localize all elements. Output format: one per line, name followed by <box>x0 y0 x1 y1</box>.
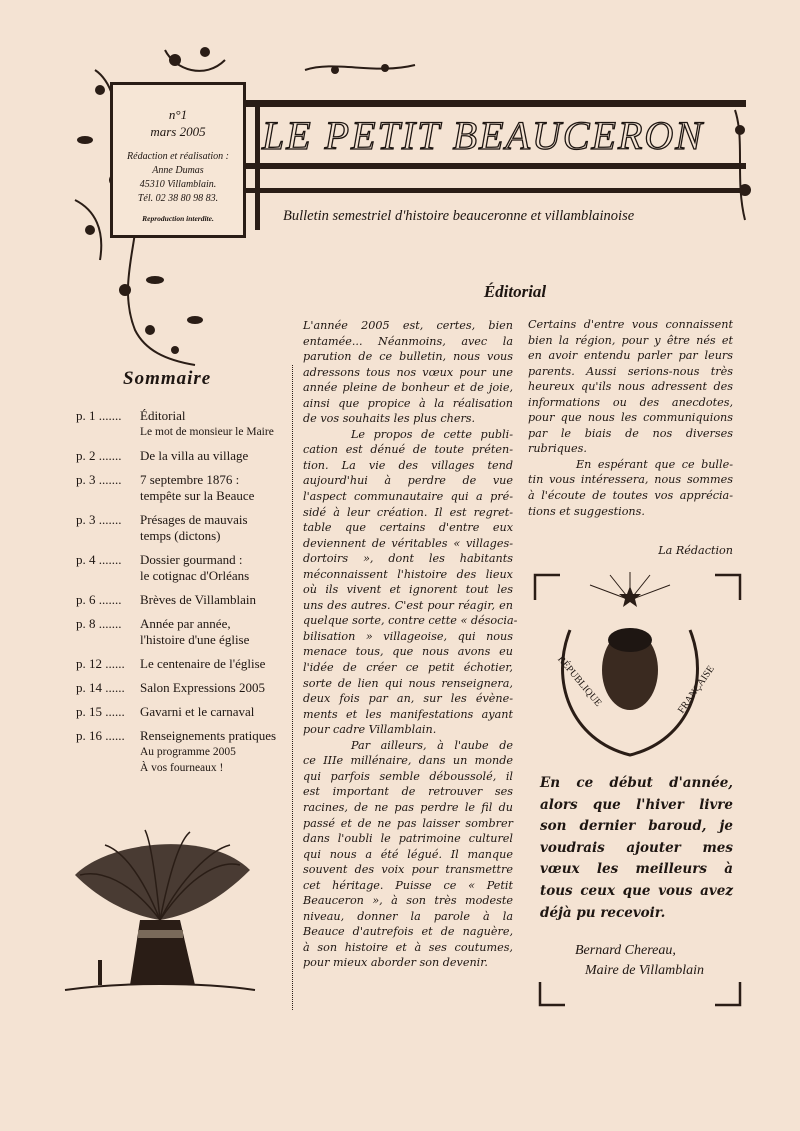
toc-entry-line <box>76 448 291 464</box>
text-line: heureux qu'ils nous adressent des <box>528 380 733 394</box>
toc-subtitle: À vos fourneaux ! <box>140 762 224 774</box>
toc-title: Salon Expressions 2005 <box>140 680 265 695</box>
editorial-signature: La Rédaction <box>658 544 733 557</box>
text-line: qui parfois semble déboussolé, il <box>303 769 513 783</box>
editorial-column-2 <box>528 317 733 519</box>
text-line: son dernier baroud, je <box>540 818 733 835</box>
text-line: Beauce d'autrefois et de naguère, <box>303 925 513 939</box>
text-line: niveau, donner la parole à la <box>303 909 513 923</box>
credits-label: Rédaction et réalisation : <box>127 151 229 162</box>
toc-entry-line <box>76 728 291 744</box>
toc-page-number: p. 8 ....... <box>76 616 122 631</box>
address: 45310 Villamblain. <box>139 179 217 190</box>
text-line: de vos souhaits les plus chers. <box>303 412 476 426</box>
text-line: En espérant que ce bulle- <box>576 457 733 471</box>
text-line: par le biais de nos diverses <box>528 426 733 440</box>
text-line: tin vous intéressera, nous sommes <box>528 473 733 487</box>
toc-entry <box>76 552 291 584</box>
author: Anne Dumas <box>152 165 204 176</box>
toc-entry <box>76 704 291 720</box>
text-line: passé et de ne pas laisser sombrer <box>303 816 513 830</box>
toc-title: Éditorial <box>140 408 186 423</box>
toc-title: Présages de mauvais <box>140 512 248 527</box>
text-line: cet héritage. Puisse ce « Petit <box>303 878 513 892</box>
text-line: L'année 2005 est, certes, bien <box>303 319 513 332</box>
text-line: où ils vivent et ignorent tout les <box>303 583 513 597</box>
text-line: entamée... Néanmoins, avec la <box>303 334 513 348</box>
text-line: menace tous, que nous avons eu <box>303 645 513 659</box>
toc-entry <box>76 512 291 544</box>
text-line: méconnaissent l'histoire des lieux <box>303 567 513 581</box>
toc-entry-line <box>76 592 291 608</box>
toc-page-number: p. 6 ....... <box>76 592 122 607</box>
text-line: uns des autres. C'est pour réagir, en <box>303 598 513 612</box>
text-line: alors que l'hiver livre <box>540 796 733 813</box>
toc-page-number: p. 1 ....... <box>76 408 122 423</box>
toc-entry <box>76 728 291 776</box>
text-line: pour mieux aborder son devenir. <box>303 956 488 970</box>
text-line: parents. Aussi serions-nous très <box>528 364 733 378</box>
toc-entry-line <box>76 408 291 424</box>
sommaire-heading: Sommaire <box>123 368 212 389</box>
toc-entry <box>76 472 291 504</box>
text-line: tous ceux que vous avez <box>540 882 733 899</box>
newsletter-title: LE PETIT BEAUCERON <box>262 113 704 158</box>
seal-text-right: FRANÇAISE <box>675 663 717 716</box>
mayor-message <box>540 773 733 924</box>
text-line: tions et suggestions. <box>528 504 645 518</box>
masthead-rule-bottom <box>246 188 746 193</box>
toc-subtitle: tempête sur la Beauce <box>140 488 255 503</box>
text-line: deux fois par an, sur les évène- <box>303 692 513 706</box>
text-line: dans l'oubli le patrimoine culturel <box>303 832 513 846</box>
text-line: dortoirs », dont les habitants <box>303 552 513 566</box>
text-line: voudrais ajouter mes <box>540 839 733 856</box>
toc-title: 7 septembre 1876 : <box>140 472 240 487</box>
text-line: qui nous a été légué. Il manque <box>303 847 513 861</box>
toc-title: De la villa au village <box>140 448 249 463</box>
text-line: En ce début d'année, <box>540 775 733 791</box>
table-of-contents <box>76 408 291 784</box>
masthead-rule-middle <box>246 163 746 169</box>
text-line: informations ou des anecdotes, <box>528 395 733 409</box>
toc-entry <box>76 592 291 608</box>
text-line: adressons tous nos vœux pour une <box>303 365 513 379</box>
toc-entry <box>76 656 291 672</box>
toc-entry <box>76 616 291 648</box>
text-line: vœux les meilleurs à <box>540 861 733 878</box>
toc-entry-line <box>76 616 291 632</box>
editorial-signature-wrap <box>528 543 733 559</box>
toc-entry <box>76 408 291 440</box>
toc-entry-line <box>76 552 291 568</box>
toc-subtitle: le cotignac d'Orléans <box>140 568 250 583</box>
toc-page-number: p. 16 ...... <box>76 728 125 743</box>
text-line: est important de retrouver ses <box>303 785 513 799</box>
text-line: à son histoire et à ses coutumes, <box>303 940 513 954</box>
text-line: bien la région, pour y être nés et <box>528 333 733 347</box>
toc-entry-line <box>76 512 291 528</box>
toc-title: Année par année, <box>140 616 231 631</box>
text-line: table que certains d'entre eux <box>303 521 513 535</box>
toc-page-number: p. 4 ....... <box>76 552 122 567</box>
text-line: l'idée de créer ce petit échotier, <box>303 661 513 675</box>
text-line: Beauceron », à son très modeste <box>303 894 513 908</box>
text-line: deviennent de véritables « villages- <box>303 536 513 550</box>
text-line: tion. La vie des villages tend <box>303 458 513 472</box>
mayor-name: Bernard Chereau, <box>575 943 676 958</box>
text-line: année pleine de bonheur et de joie, <box>303 381 513 395</box>
text-line: ce IIIe millénaire, dans un monde <box>303 754 513 768</box>
toc-entry-line <box>76 656 291 672</box>
wheat-sheaf-illustration <box>60 820 260 1005</box>
text-line: pour cadre Villamblain. <box>303 723 437 737</box>
toc-subtitle: l'histoire d'une église <box>140 632 250 647</box>
toc-entry-line <box>76 680 291 696</box>
toc-title: Le centenaire de l'église <box>140 656 266 671</box>
toc-title: Gavarni et le carnaval <box>140 704 255 719</box>
toc-page-number: p. 3 ....... <box>76 472 122 487</box>
text-line: l'aspect communautaire qui a pré- <box>303 490 513 504</box>
marianne-seal-illustration <box>530 570 745 765</box>
masthead-rule-top <box>246 100 746 107</box>
text-line: sidé à leur création. Il est regret- <box>303 505 513 519</box>
toc-entry <box>76 448 291 464</box>
issue-date: mars 2005 <box>150 124 206 139</box>
mayor-role: Maire de Villamblain <box>585 963 704 978</box>
toc-entry <box>76 680 291 696</box>
reproduction-notice: Reproduction interdite. <box>142 214 214 223</box>
toc-subtitle: temps (dictons) <box>140 528 221 543</box>
text-line: bilisation » villageoise, qui nous <box>303 629 513 643</box>
toc-subtitle: Le mot de monsieur le Maire <box>140 426 274 438</box>
corner-bracket-ornaments <box>535 980 745 1010</box>
toc-entry-line <box>76 472 291 488</box>
toc-page-number: p. 12 ...... <box>76 656 125 671</box>
toc-page-number: p. 15 ...... <box>76 704 125 719</box>
text-line: sorte de lien qui nous renseignera, <box>303 676 513 690</box>
toc-page-number: p. 14 ...... <box>76 680 125 695</box>
column-divider <box>292 365 293 1010</box>
text-line: aujourd'hui à perdre de vue <box>303 474 513 488</box>
text-line: quelque sorte, contre cette « désocia- <box>303 614 518 628</box>
editorial-column-1 <box>303 318 518 971</box>
toc-title: Renseignements pratiques <box>140 728 277 743</box>
text-line: rubriques. <box>528 442 587 456</box>
newsletter-subtitle: Bulletin semestriel d'histoire beauceronne et villamblainoise <box>283 208 635 224</box>
phone: Tél. 02 38 80 98 83. <box>137 193 219 204</box>
text-line: à l'écoute de toutes vos apprécia- <box>528 489 733 503</box>
text-line: déjà pu recevoir. <box>540 904 666 921</box>
toc-page-number: p. 3 ....... <box>76 512 122 527</box>
issue-number: n°1 <box>168 107 188 122</box>
toc-entry-line <box>76 704 291 720</box>
text-line: Par ailleurs, à l'aube de <box>351 738 513 752</box>
masthead-rule-post <box>255 100 260 230</box>
toc-title: Dossier gourmand : <box>140 552 243 567</box>
text-line: souvent des voix pour transmettre <box>303 863 513 877</box>
text-line: parution de ce bulletin, nous vous <box>303 350 513 364</box>
text-line: racines, de ne pas perdre le fil du <box>303 800 513 814</box>
toc-subtitle: Au programme 2005 <box>140 746 236 758</box>
text-line: pour que nous les communiquions <box>528 411 733 425</box>
text-line: Le propos de cette publi- <box>351 427 513 441</box>
text-line: Certains d'entre vous connaissent <box>528 318 733 331</box>
text-line: ainsi que propice à la réalisation <box>303 396 513 410</box>
text-line: en avoir entendu parler par leurs <box>528 349 733 363</box>
editorial-heading: Éditorial <box>483 282 547 301</box>
toc-title: Brèves de Villamblain <box>140 592 256 607</box>
text-line: cation est dénué de toute préten- <box>303 443 513 457</box>
text-line: ments et les manifestations ayant <box>303 707 513 721</box>
issue-info-box <box>110 82 246 238</box>
seal-text-left: RÉPUBLIQUE <box>555 653 604 709</box>
toc-page-number: p. 2 ....... <box>76 448 122 463</box>
